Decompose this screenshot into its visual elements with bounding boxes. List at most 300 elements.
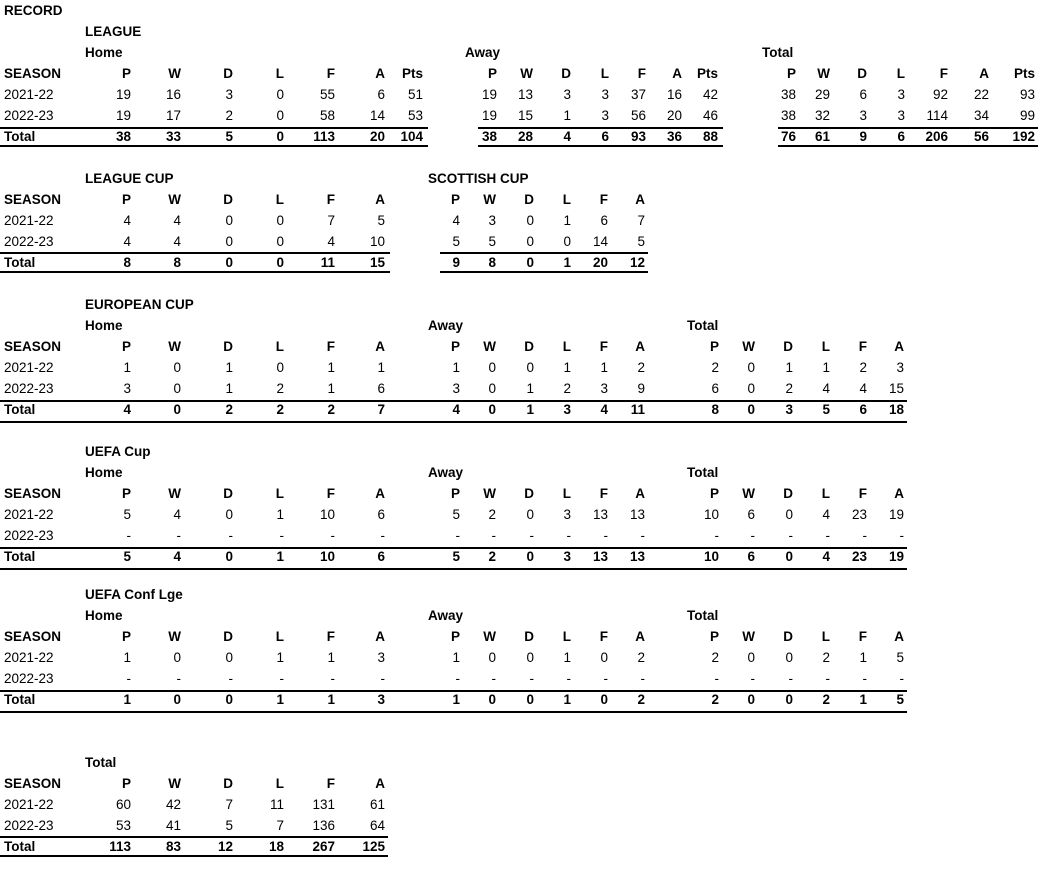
league-home-cell: 6	[377, 87, 385, 102]
league-cup-cell: 0	[276, 213, 284, 228]
league-cup-cell: 4	[123, 213, 131, 228]
european-cup-overall-total-cell: 3	[785, 402, 793, 417]
uefa-cup-overall-header-w: W	[742, 486, 755, 501]
uefa-conf-overall-total-cell: 1	[859, 692, 867, 707]
uefa-cup-home-header-d: D	[223, 486, 233, 501]
european-cup-away-cell: 1	[526, 381, 534, 396]
uefa-cup-away-header-w: W	[483, 486, 496, 501]
european-cup-overall-cell: 4	[822, 381, 830, 396]
league-cup-header-p: P	[121, 192, 131, 207]
uefa-conf-home-total-cell: 0	[173, 692, 181, 707]
uefa-conf-home-cell: 3	[377, 650, 385, 665]
uefa-conf-away-total-cell: 0	[526, 692, 534, 707]
league-home-cell: 53	[407, 108, 423, 123]
league-home-header-a: A	[375, 66, 385, 81]
uefa-conf-home-cell: 1	[327, 650, 335, 665]
league-cup-total-cell: 0	[225, 255, 233, 270]
league-away-header-pts: Pts	[696, 66, 718, 81]
uefa-cup-home-total-cell: 1	[276, 549, 284, 564]
scottish-cup-header-d: D	[524, 192, 534, 207]
european-cup-overall-header-a: A	[894, 339, 904, 354]
european-cup-home-total-cell: 4	[123, 402, 131, 417]
league-overall-cell: 3	[897, 108, 905, 123]
scottish-cup-total-cell: 1	[563, 255, 571, 270]
uefa-conf-away-cell: -	[529, 671, 534, 686]
uefa-conf-overall-cell: -	[714, 671, 719, 686]
scottish-cup-total-cell: 8	[488, 255, 496, 270]
uefa-cup-overall-header-p: P	[709, 486, 719, 501]
league-away-total-cell: 93	[630, 129, 646, 144]
uefa-conf-bottom-rule	[0, 711, 907, 713]
league-overall-cell: 6	[859, 87, 867, 102]
uefa-conf-season-label: 2022-23	[4, 671, 54, 686]
grand-total-header-d: D	[223, 776, 233, 791]
uefa-conf-home-header-w: W	[168, 629, 181, 644]
uefa-cup-home-total-cell: 0	[225, 549, 233, 564]
uefa-conf-overall-header-f: F	[858, 629, 867, 644]
league-cup-title: LEAGUE CUP	[85, 171, 174, 186]
uefa-conf-home-cell: -	[279, 671, 284, 686]
league-home-header-f: F	[326, 66, 335, 81]
uefa-cup-away-cell: 5	[452, 507, 460, 522]
european-cup-overall-total-cell: 18	[888, 402, 904, 417]
grand-total-cell: 41	[165, 818, 181, 833]
league-home-cell: 16	[165, 87, 181, 102]
uefa-cup-overall-cell: 4	[822, 507, 830, 522]
european-cup-away-cell: 0	[488, 381, 496, 396]
european-cup-home-cell: 1	[377, 360, 385, 375]
european-cup-home-cell: 0	[173, 360, 181, 375]
uefa-cup-overall-total-cell: 10	[703, 549, 719, 564]
league-away-total-cell: 4	[563, 129, 571, 144]
european-cup-away-header-p: P	[450, 339, 460, 354]
scottish-cup-header-p: P	[450, 192, 460, 207]
uefa-conf-away-header-w: W	[483, 629, 496, 644]
uefa-cup-overall-cell: -	[714, 528, 719, 543]
uefa-cup-away-cell: -	[491, 528, 496, 543]
european-cup-overall-header-l: L	[821, 339, 830, 354]
league-season-label: 2021-22	[4, 87, 54, 102]
grand-total-total-cell: 267	[312, 839, 335, 854]
uefa-cup-overall-cell: -	[899, 528, 904, 543]
uefa-cup-overall-header-l: L	[821, 486, 830, 501]
league-away-cell: 16	[666, 87, 682, 102]
uefa-conf-overall-cell: -	[750, 671, 755, 686]
uefa-cup-home-cell: -	[228, 528, 233, 543]
uefa-conf-away-total-cell: 1	[563, 692, 571, 707]
uefa-conf-away-header-d: D	[524, 629, 534, 644]
uefa-cup-away-cell: -	[640, 528, 645, 543]
scottish-cup-cell: 0	[526, 213, 534, 228]
league-home-header-p: P	[121, 66, 131, 81]
uefa-cup-home-header-p: P	[121, 486, 131, 501]
uefa-conf-overall-cell: 5	[896, 650, 904, 665]
european-cup-home-cell: 6	[377, 381, 385, 396]
grand-total-cell: 53	[115, 818, 131, 833]
league-cup-cell: 4	[123, 234, 131, 249]
uefa-cup-home-cell: -	[126, 528, 131, 543]
european-cup-home-cell: 1	[123, 360, 131, 375]
uefa-cup-home-total-cell: 10	[319, 549, 335, 564]
uefa-conf-overall-total-cell: 5	[896, 692, 904, 707]
uefa-cup-home-cell: 10	[319, 507, 335, 522]
league-cup-bottom-rule	[0, 271, 390, 273]
cups-season-label: 2022-23	[4, 234, 54, 249]
league-away-cell: 3	[601, 87, 609, 102]
uefa-cup-home-cell: 6	[377, 507, 385, 522]
european-cup-overall-cell: 0	[747, 360, 755, 375]
european-cup-home-total-cell: 2	[276, 402, 284, 417]
grand-total-season-label: 2021-22	[4, 797, 54, 812]
league-away-header-d: D	[561, 66, 571, 81]
league-away-total-rule	[478, 127, 723, 129]
european-cup-total-rule	[0, 400, 907, 402]
uefa-cup-overall-cell: -	[862, 528, 867, 543]
cups-season-label: 2021-22	[4, 213, 54, 228]
league-overall-cell: 114	[926, 108, 948, 123]
scottish-cup-total-cell: 9	[452, 255, 460, 270]
league-overall-cell: 38	[780, 108, 796, 123]
uefa-cup-overall-cell: 10	[703, 507, 719, 522]
league-total-label: Total	[4, 129, 36, 144]
league-away-cell: 13	[517, 87, 533, 102]
uefa-cup-season-label: 2022-23	[4, 528, 54, 543]
uefa-conf-overall-cell: -	[862, 671, 867, 686]
uefa-conf-away-total-cell: 2	[637, 692, 645, 707]
uefa-cup-home-cell: -	[279, 528, 284, 543]
uefa-conf-home-header-l: L	[275, 629, 284, 644]
league-home-total-cell: 104	[400, 129, 423, 144]
uefa-conf-home-total-cell: 0	[225, 692, 233, 707]
league-cup-header-w: W	[168, 192, 181, 207]
league-cup-total-cell: 0	[276, 255, 284, 270]
uefa-conf-home-cell: 1	[276, 650, 284, 665]
european-cup-away-label: Away	[428, 318, 464, 333]
league-away-cell: 19	[481, 87, 497, 102]
european-cup-away-cell: 1	[600, 360, 608, 375]
european-cup-home-total-cell: 0	[173, 402, 181, 417]
uefa-conf-overall-cell: -	[899, 671, 904, 686]
league-away-cell: 37	[630, 87, 646, 102]
scottish-cup-header-f: F	[599, 192, 608, 207]
uefa-cup-away-header-p: P	[450, 486, 460, 501]
uefa-cup-bottom-rule	[0, 568, 907, 570]
european-cup-overall-total-cell: 0	[747, 402, 755, 417]
uefa-cup-home-cell: -	[176, 528, 181, 543]
grand-total-cell: 7	[276, 818, 284, 833]
uefa-conf-away-header-f: F	[599, 629, 608, 644]
uefa-conf-away-header-a: A	[635, 629, 645, 644]
uefa-cup-away-cell: 3	[563, 507, 571, 522]
league-away-header-w: W	[520, 66, 533, 81]
european-cup-overall-header-p: P	[709, 339, 719, 354]
league-home-header-d: D	[223, 66, 233, 81]
league-home-header-l: L	[275, 66, 284, 81]
european-cup-home-cell: 3	[123, 381, 131, 396]
european-cup-away-cell: 3	[452, 381, 460, 396]
league-home-cell: 55	[319, 87, 335, 102]
european-cup-season-label: 2021-22	[4, 360, 54, 375]
league-overall-cell: 32	[814, 108, 830, 123]
grand-total-cell: 64	[369, 818, 385, 833]
league-cup-cell: 4	[173, 213, 181, 228]
european-cup-home-header-p: P	[121, 339, 131, 354]
uefa-cup-home-cell: 0	[225, 507, 233, 522]
grand-total-cell: 42	[165, 797, 181, 812]
uefa-conf-total-label: Total	[4, 692, 36, 707]
uefa-conf-season-label: 2021-22	[4, 650, 54, 665]
league-overall-bottom-rule	[778, 145, 1038, 147]
uefa-conf-away-header-l: L	[562, 629, 571, 644]
uefa-cup-home-total-cell: 5	[123, 549, 131, 564]
cups-season-header: SEASON	[4, 192, 62, 207]
uefa-conf-away-cell: 0	[488, 650, 496, 665]
european-cup-overall-cell: 2	[785, 381, 793, 396]
league-cup-cell: 4	[173, 234, 181, 249]
league-home-cell: 0	[276, 108, 284, 123]
uefa-cup-away-cell: 0	[526, 507, 534, 522]
european-cup-home-cell: 2	[276, 381, 284, 396]
european-cup-overall-cell: 15	[888, 381, 904, 396]
european-cup-home-header-a: A	[375, 339, 385, 354]
european-cup-bottom-rule	[0, 421, 907, 423]
league-title: LEAGUE	[85, 24, 142, 39]
uefa-cup-home-header-f: F	[326, 486, 335, 501]
league-home-total-cell: 113	[313, 129, 335, 144]
european-cup-overall-cell: 0	[747, 381, 755, 396]
european-cup-away-header-f: F	[599, 339, 608, 354]
uefa-cup-away-total-cell: 13	[592, 549, 608, 564]
league-home-total-cell: 0	[276, 129, 284, 144]
uefa-cup-away-total-cell: 13	[629, 549, 645, 564]
league-home-cell: 2	[225, 108, 233, 123]
league-cup-header-l: L	[275, 192, 284, 207]
grand-total-header-w: W	[168, 776, 181, 791]
league-away-header-a: A	[672, 66, 682, 81]
league-home-header-w: W	[168, 66, 181, 81]
uefa-cup-home-header-w: W	[168, 486, 181, 501]
european-cup-away-cell: 1	[452, 360, 460, 375]
european-cup-home-cell: 1	[327, 381, 335, 396]
scottish-cup-cell: 6	[600, 213, 608, 228]
uefa-cup-away-total-cell: 2	[488, 549, 496, 564]
uefa-cup-total-label: Total	[4, 549, 36, 564]
european-cup-away-cell: 3	[600, 381, 608, 396]
european-cup-home-cell: 1	[225, 381, 233, 396]
european-cup-home-cell: 0	[276, 360, 284, 375]
grand-total-total-cell: 18	[268, 839, 284, 854]
uefa-conf-home-cell: -	[126, 671, 131, 686]
uefa-cup-overall-cell: -	[788, 528, 793, 543]
league-overall-header-l: L	[896, 66, 905, 81]
league-overall-total-cell: 76	[780, 129, 796, 144]
uefa-conf-overall-header-p: P	[709, 629, 719, 644]
league-away-header-l: L	[600, 66, 609, 81]
league-overall-header-d: D	[857, 66, 867, 81]
european-cup-home-label: Home	[85, 318, 123, 333]
uefa-cup-away-total-cell: 0	[526, 549, 534, 564]
league-cup-cell: 0	[225, 234, 233, 249]
league-away-total-cell: 38	[481, 129, 497, 144]
uefa-cup-home-cell: 5	[123, 507, 131, 522]
uefa-conf-away-total-cell: 1	[452, 692, 460, 707]
uefa-cup-away-total-cell: 5	[452, 549, 460, 564]
page-title: RECORD	[4, 3, 63, 18]
grand-total-total-label: Total	[4, 839, 36, 854]
european-cup-away-total-cell: 1	[526, 402, 534, 417]
league-home-cell: 17	[165, 108, 181, 123]
scottish-cup-total-rule	[440, 252, 648, 254]
european-cup-away-total-cell: 11	[630, 402, 645, 417]
grand-total-cell: 131	[312, 797, 335, 812]
uefa-conf-home-total-cell: 1	[276, 692, 284, 707]
league-cup-total-rule	[0, 252, 390, 254]
uefa-cup-season-header: SEASON	[4, 486, 62, 501]
uefa-conf-home-header-f: F	[326, 629, 335, 644]
scottish-cup-cell: 1	[563, 213, 571, 228]
uefa-cup-overall-cell: 6	[747, 507, 755, 522]
european-cup-total-label: Total	[687, 318, 719, 333]
grand-total-header-l: L	[275, 776, 284, 791]
league-overall-header-f: F	[939, 66, 948, 81]
grand-total-total-cell: 83	[165, 839, 181, 854]
scottish-cup-cell: 0	[526, 234, 534, 249]
league-cup-total-cell: 8	[123, 255, 131, 270]
league-home-cell: 14	[369, 108, 385, 123]
european-cup-away-cell: 0	[488, 360, 496, 375]
scottish-cup-cell: 3	[488, 213, 496, 228]
european-cup-overall-header-w: W	[742, 339, 755, 354]
scottish-cup-header-a: A	[635, 192, 645, 207]
european-cup-away-header-w: W	[483, 339, 496, 354]
league-cup-total-cell: 8	[173, 255, 181, 270]
scottish-cup-total-cell: 20	[592, 255, 608, 270]
league-overall-cell: 92	[932, 87, 948, 102]
scottish-cup-total-cell: 0	[526, 255, 534, 270]
league-away-cell: 3	[601, 108, 609, 123]
european-cup-away-cell: 9	[637, 381, 645, 396]
european-cup-away-cell: 1	[563, 360, 571, 375]
uefa-cup-home-header-a: A	[375, 486, 385, 501]
uefa-cup-home-cell: 1	[276, 507, 284, 522]
league-season-label: 2022-23	[4, 108, 54, 123]
european-cup-home-cell: 1	[327, 360, 335, 375]
european-cup-away-total-cell: 0	[488, 402, 496, 417]
uefa-conf-home-total-cell: 1	[327, 692, 335, 707]
cups-total-label: Total	[4, 255, 36, 270]
uefa-cup-overall-total-cell: 23	[851, 549, 867, 564]
uefa-conf-away-total-cell: 0	[600, 692, 608, 707]
scottish-cup-total-cell: 12	[629, 255, 645, 270]
league-overall-header-a: A	[979, 66, 989, 81]
league-overall-total-cell: 9	[859, 129, 867, 144]
uefa-cup-away-cell: -	[529, 528, 534, 543]
uefa-conf-overall-total-cell: 2	[711, 692, 719, 707]
uefa-conf-home-cell: -	[176, 671, 181, 686]
uefa-conf-away-cell: 0	[526, 650, 534, 665]
european-cup-home-header-f: F	[326, 339, 335, 354]
grand-total-header-a: A	[375, 776, 385, 791]
scottish-cup-cell: 4	[452, 213, 460, 228]
uefa-cup-home-cell: 4	[173, 507, 181, 522]
league-cup-total-cell: 11	[320, 255, 335, 270]
league-cup-cell: 10	[369, 234, 385, 249]
uefa-conf-away-cell: 1	[563, 650, 571, 665]
league-home-cell: 3	[225, 87, 233, 102]
european-cup-overall-cell: 2	[711, 360, 719, 375]
uefa-cup-away-total-cell: 3	[563, 549, 571, 564]
uefa-conf-home-total-cell: 3	[377, 692, 385, 707]
league-overall-cell: 38	[780, 87, 796, 102]
uefa-conf-away-header-p: P	[450, 629, 460, 644]
grand-total-total-rule	[0, 836, 388, 838]
european-cup-home-cell: 1	[225, 360, 233, 375]
uefa-cup-away-header-f: F	[599, 486, 608, 501]
uefa-cup-home-header-l: L	[275, 486, 284, 501]
league-away-cell: 3	[563, 87, 571, 102]
league-overall-header-p: P	[786, 66, 796, 81]
league-away-cell: 19	[481, 108, 497, 123]
uefa-conf-away-cell: -	[491, 671, 496, 686]
league-away-header-p: P	[487, 66, 497, 81]
league-overall-cell: 34	[973, 108, 989, 123]
uefa-cup-total-label: Total	[687, 465, 719, 480]
european-cup-away-cell: 0	[526, 360, 534, 375]
scottish-cup-cell: 7	[637, 213, 645, 228]
uefa-conf-total-rule	[0, 690, 907, 692]
league-overall-total-cell: 61	[814, 129, 830, 144]
european-cup-home-total-cell: 2	[225, 402, 233, 417]
european-cup-overall-cell: 2	[859, 360, 867, 375]
grand-total-total-cell: 113	[109, 839, 131, 854]
league-overall-total-rule	[778, 127, 1038, 129]
uefa-conf-home-cell: 0	[173, 650, 181, 665]
european-cup-away-header-a: A	[635, 339, 645, 354]
grand-total-cell: 61	[369, 797, 385, 812]
european-cup-home-total-cell: 7	[377, 402, 385, 417]
scottish-cup-cell: 5	[488, 234, 496, 249]
league-cup-total-cell: 15	[369, 255, 385, 270]
league-away-total-cell: 28	[517, 129, 533, 144]
uefa-conf-overall-header-l: L	[821, 629, 830, 644]
uefa-cup-overall-header-a: A	[894, 486, 904, 501]
league-away-cell: 15	[517, 108, 533, 123]
uefa-cup-home-label: Home	[85, 465, 123, 480]
european-cup-overall-total-cell: 5	[822, 402, 830, 417]
european-cup-season-header: SEASON	[4, 339, 62, 354]
league-overall-total-cell: 192	[1012, 129, 1035, 144]
league-cup-cell: 0	[276, 234, 284, 249]
uefa-cup-overall-cell: -	[825, 528, 830, 543]
uefa-conf-home-cell: 1	[123, 650, 131, 665]
scottish-cup-header-l: L	[562, 192, 571, 207]
uefa-conf-overall-cell: 0	[747, 650, 755, 665]
league-home-total-cell: 38	[115, 129, 131, 144]
scottish-cup-bottom-rule	[440, 271, 648, 273]
uefa-cup-overall-cell: -	[750, 528, 755, 543]
european-cup-season-label: 2022-23	[4, 381, 54, 396]
league-overall-cell: 3	[897, 87, 905, 102]
uefa-conf-overall-header-w: W	[742, 629, 755, 644]
league-home-total-cell: 5	[225, 129, 233, 144]
uefa-conf-home-cell: -	[380, 671, 385, 686]
league-overall-cell: 29	[814, 87, 830, 102]
league-home-label: Home	[85, 45, 123, 60]
uefa-cup-overall-cell: 23	[851, 507, 867, 522]
european-cup-home-total-cell: 2	[327, 402, 335, 417]
uefa-conf-away-cell: 2	[637, 650, 645, 665]
uefa-conf-away-total-cell: 0	[488, 692, 496, 707]
